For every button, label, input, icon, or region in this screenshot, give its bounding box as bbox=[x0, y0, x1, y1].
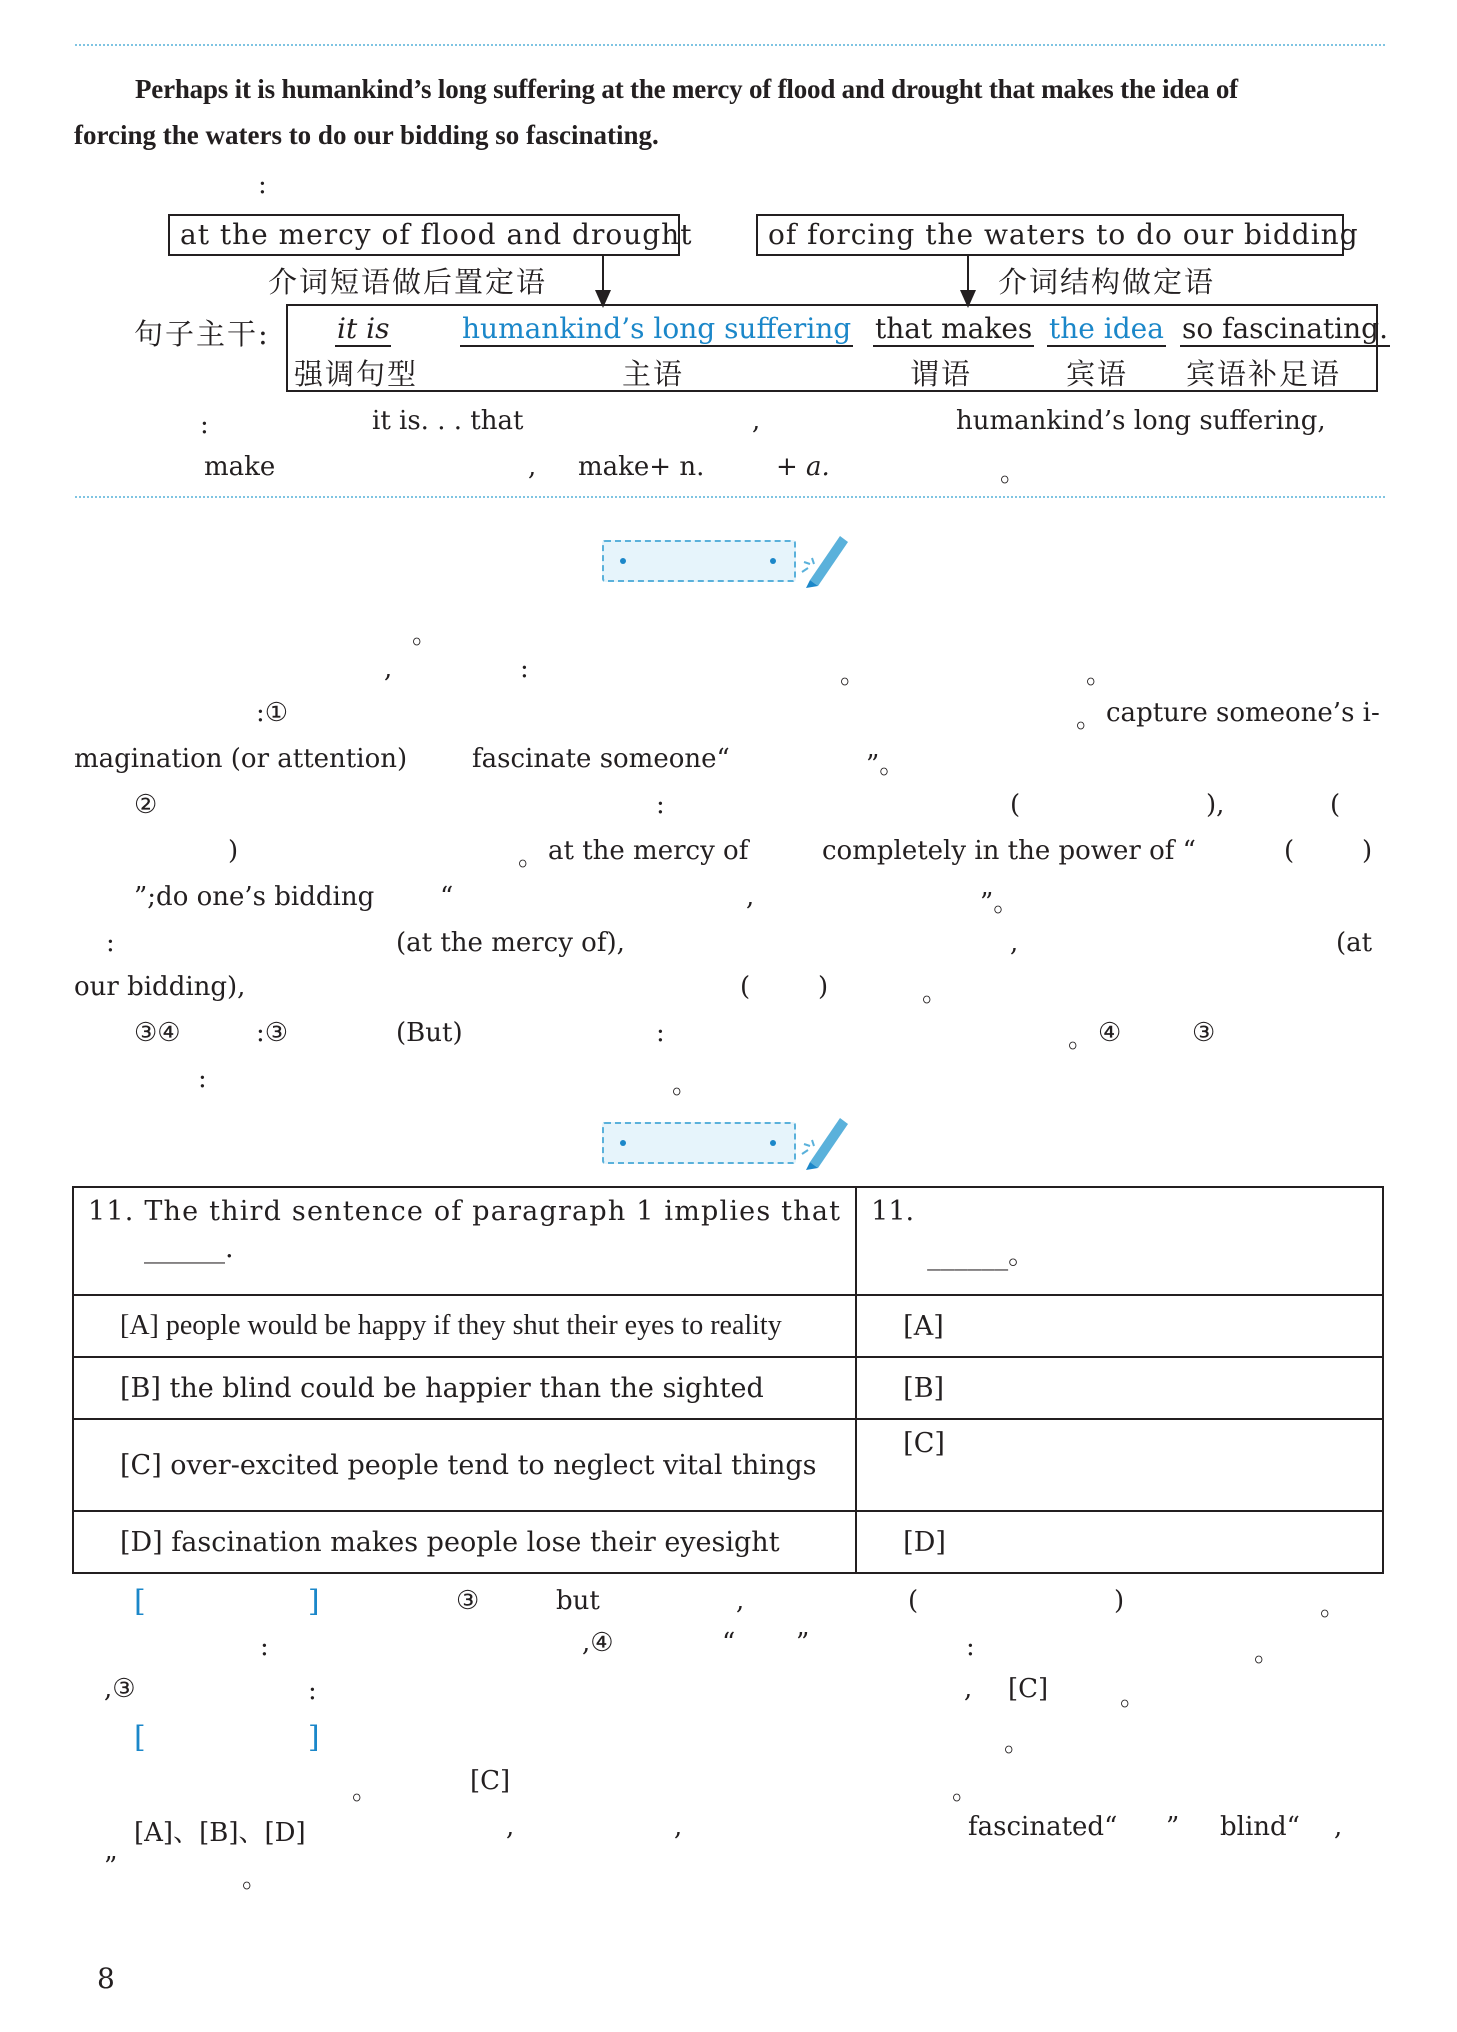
s2-r9-po: ( bbox=[740, 972, 751, 1002]
explain-humankind: humankind’s long suffering, bbox=[956, 406, 1326, 436]
a1-num: ③ bbox=[456, 1586, 480, 1616]
s2-r10-e: ③ bbox=[1192, 1018, 1216, 1048]
explain-it-is-that: it is. . . that bbox=[372, 406, 524, 436]
option-b-en: [B] the blind could be happier than the sighted bbox=[73, 1357, 856, 1419]
part-complement-label: 宾语补足语 bbox=[1186, 357, 1342, 391]
explain-colon: : bbox=[200, 410, 209, 440]
section-header-question bbox=[602, 1122, 796, 1164]
s2-r10-colon: : bbox=[656, 1018, 665, 1048]
prep-phrase-box: at the mercy of flood and drought bbox=[168, 214, 680, 256]
b4-end: 。 bbox=[242, 1864, 269, 1894]
explain-comma-1: , bbox=[752, 406, 761, 436]
prep-structure-note: 介词结构做定语 bbox=[998, 265, 1216, 299]
s2-r8-b: (at bbox=[1336, 928, 1373, 958]
s2-r11-end: 。 bbox=[672, 1070, 699, 1100]
a2-q2: ” bbox=[796, 1628, 810, 1658]
a2-q1: “ bbox=[722, 1628, 736, 1658]
option-c-cn: [C] bbox=[856, 1419, 1383, 1511]
a2-colon2: : bbox=[966, 1632, 975, 1662]
a3-num: ,③ bbox=[104, 1674, 136, 1704]
s2-r10-d: ④ bbox=[1098, 1018, 1122, 1048]
s2-r6-a: at the mercy of bbox=[548, 836, 749, 866]
option-c-en: [C] over-excited people tend to neglect vital things bbox=[73, 1419, 856, 1511]
s2-r4-b: fascinate someone“ bbox=[472, 744, 730, 774]
s2-r3-tail: capture someone’s i- bbox=[1106, 698, 1380, 728]
s2-r11-colon: : bbox=[198, 1064, 207, 1094]
s2-r5-po: ( bbox=[1010, 790, 1021, 820]
a3-end: 。 bbox=[1120, 1682, 1147, 1712]
option-a-cn: [A] bbox=[856, 1295, 1383, 1357]
a3-comma: , bbox=[964, 1674, 973, 1704]
s2-r2-colon: : bbox=[520, 654, 529, 684]
s2-r3-p: 。 bbox=[1076, 704, 1103, 734]
part-object: the idea bbox=[1049, 312, 1164, 345]
answer-bracket-2: [ ] bbox=[134, 1720, 320, 1755]
pill-dot-right bbox=[770, 1140, 776, 1146]
a1-pc: ) bbox=[1114, 1586, 1125, 1616]
s2-r5-colon: : bbox=[656, 790, 665, 820]
s2-r8-comma: , bbox=[1010, 928, 1019, 958]
s2-r6-p: 。 bbox=[518, 842, 545, 872]
mid-divider bbox=[75, 496, 1385, 498]
s2-r3-head: :① bbox=[256, 698, 289, 728]
option-d-en: [D] fascination makes people lose their eyesight bbox=[73, 1511, 856, 1573]
part-it-is-label: 强调句型 bbox=[294, 357, 419, 391]
prep-phrase-note: 介词短语做后置定语 bbox=[268, 265, 548, 299]
s2-r6-b: completely in the power of “ bbox=[822, 836, 1196, 866]
pen-icon bbox=[800, 1110, 854, 1170]
s2-r4-a: magination (or attention) bbox=[74, 744, 408, 774]
pill-dot-right bbox=[770, 558, 776, 564]
question-table bbox=[72, 1186, 1384, 1574]
s2-r9-a: our bidding), bbox=[74, 972, 246, 1002]
table-row bbox=[73, 1187, 1383, 1295]
s2-r6-pc: ) bbox=[1362, 836, 1373, 866]
option-a-en: [A] people would be happy if they shut their eyes to reality bbox=[73, 1295, 856, 1357]
table-row bbox=[73, 1357, 1383, 1419]
table-row bbox=[73, 1419, 1383, 1511]
a2-num: ,④ bbox=[582, 1628, 614, 1658]
a3-c: [C] bbox=[1008, 1674, 1049, 1704]
b3-opts: [A]、[B]、[D] bbox=[134, 1818, 306, 1848]
section-header-analysis bbox=[602, 540, 796, 582]
s2-r8-a: (at the mercy of), bbox=[396, 928, 625, 958]
explain-make: make bbox=[204, 452, 276, 482]
table-row bbox=[73, 1295, 1383, 1357]
page-number: 8 bbox=[97, 1962, 115, 1995]
s2-r9-pc: ) bbox=[818, 972, 829, 1002]
part-subject: humankind’s long suffering bbox=[462, 312, 852, 345]
s2-r7-a: ”;do one’s bidding bbox=[134, 882, 375, 912]
s2-r1-end: 。 bbox=[412, 620, 439, 650]
b2-end: 。 bbox=[952, 1776, 979, 1806]
b3-comma2: , bbox=[674, 1812, 683, 1842]
s2-r7-comma: , bbox=[746, 882, 755, 912]
pill-dot-left bbox=[620, 558, 626, 564]
s2-r8-colon: : bbox=[106, 928, 115, 958]
a3-colon: : bbox=[308, 1676, 317, 1706]
s2-r2-p1: 。 bbox=[840, 660, 867, 690]
explain-comma-2: , bbox=[528, 452, 537, 482]
s2-r5-po2: ( bbox=[1330, 790, 1341, 820]
question-stem-text: 11. The third sentence of paragraph 1 implies that bbox=[88, 1196, 842, 1227]
b2-c: [C] bbox=[470, 1766, 511, 1796]
b3-comma3: , bbox=[1334, 1812, 1343, 1842]
question-stem-cn bbox=[856, 1187, 1383, 1295]
question-stem-cn-num: 11. bbox=[871, 1196, 915, 1227]
explain-plus-a: + a. bbox=[776, 452, 830, 482]
s2-r10-c: (But) bbox=[396, 1018, 463, 1048]
table-row bbox=[73, 1511, 1383, 1573]
part-object-label: 宾语 bbox=[1066, 357, 1129, 391]
part-subject-label: 主语 bbox=[622, 357, 685, 391]
s2-r9-end: 。 bbox=[922, 978, 949, 1008]
a1-but: but bbox=[556, 1586, 600, 1616]
part-it-is: it is bbox=[337, 312, 390, 345]
s2-r5-num: ② bbox=[134, 790, 158, 820]
answer-bracket-1: [ ] bbox=[134, 1584, 320, 1619]
prep-structure-box: of forcing the waters to do our bidding bbox=[756, 214, 1344, 256]
s2-r6-po: ( bbox=[1284, 836, 1295, 866]
a2-colon: : bbox=[260, 1632, 269, 1662]
b3-comma1: , bbox=[506, 1812, 515, 1842]
s2-r5-pc: ), bbox=[1206, 790, 1225, 820]
main-structure-label: 句子主干: bbox=[134, 317, 270, 351]
b3-blind: blind“ bbox=[1220, 1812, 1300, 1842]
question-stem-cn-blank: ______。 bbox=[927, 1240, 1036, 1271]
top-divider bbox=[75, 44, 1385, 46]
s2-r6-close: ) bbox=[228, 836, 239, 866]
s2-r10-p: 。 bbox=[1068, 1024, 1095, 1054]
part-predicate-label: 谓语 bbox=[910, 357, 973, 391]
part-complement: so fascinating. bbox=[1182, 312, 1388, 345]
b3-fas: fascinated“ bbox=[968, 1812, 1118, 1842]
pill-dot-left bbox=[620, 1140, 626, 1146]
s2-r10-b: :③ bbox=[256, 1018, 289, 1048]
sentence-line-2: forcing the waters to do our bidding so fascinating. bbox=[74, 120, 659, 150]
a2-end: 。 bbox=[1254, 1638, 1281, 1668]
b3-q: ” bbox=[1166, 1812, 1180, 1842]
explain-make-n: make+ n. bbox=[578, 452, 705, 482]
b1-end: 。 bbox=[1004, 1728, 1031, 1758]
s2-r4-c: ”。 bbox=[866, 750, 906, 780]
s2-r2-p2: 。 bbox=[1086, 660, 1113, 690]
question-stem-blank: ______. bbox=[144, 1233, 234, 1264]
part-predicate: that makes bbox=[875, 312, 1033, 345]
s2-r2-comma: , bbox=[384, 654, 393, 684]
a1-po: ( bbox=[908, 1586, 919, 1616]
s2-r7-end: ”。 bbox=[980, 888, 1020, 918]
pen-icon bbox=[800, 528, 854, 588]
sentence-line-1: Perhaps it is humankind’s long suffering at the mercy of flood and drought that makes the idea of bbox=[135, 74, 1238, 104]
b2-p1: 。 bbox=[352, 1776, 379, 1806]
option-d-cn: [D] bbox=[856, 1511, 1383, 1573]
option-b-cn: [B] bbox=[856, 1357, 1383, 1419]
analysis-colon: : bbox=[258, 170, 267, 200]
a1-comma: , bbox=[736, 1586, 745, 1616]
b4-q: ” bbox=[104, 1852, 118, 1882]
s2-r10-nums: ③④ bbox=[134, 1018, 181, 1048]
s2-r7-q: “ bbox=[440, 882, 454, 912]
explain-end: 。 bbox=[1000, 458, 1027, 488]
question-stem-en bbox=[73, 1187, 856, 1295]
a1-end: 。 bbox=[1320, 1592, 1347, 1622]
